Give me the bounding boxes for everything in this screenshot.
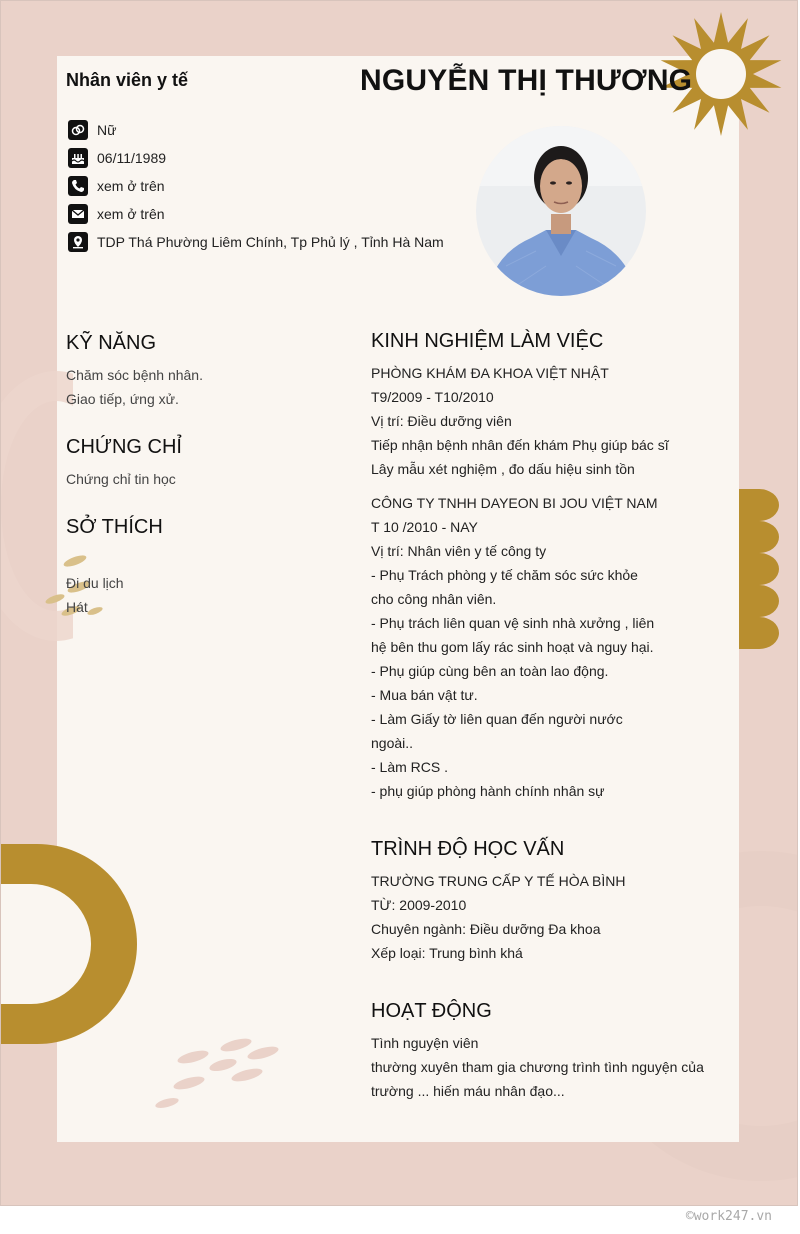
education-major: Chuyên ngành: Điều dưỡng Đa khoa [371, 921, 601, 937]
contact-birthday [68, 147, 166, 169]
contact-phone [68, 175, 165, 197]
skill-item: Chăm sóc bệnh nhân. [66, 367, 203, 383]
education-rank: Xếp loại: Trung bình khá [371, 945, 523, 961]
job-detail: Tiếp nhận bệnh nhân đến khám Phụ giúp bác sĩ [371, 437, 669, 453]
activities-title: HOẠT ĐỘNG [371, 1000, 492, 1022]
leaf-decoration-bottom [151, 1031, 291, 1111]
activity-line: thường xuyên tham gia chương trình tình nguyện của [371, 1059, 704, 1075]
full-name: NGUYỄN THỊ THƯƠNG [360, 64, 693, 97]
education-period: TỪ: 2009-2010 [371, 897, 467, 913]
job-title: Nhân viên y tế [66, 70, 189, 90]
gender-icon [68, 120, 88, 140]
activity-line: Tình nguyện viên [371, 1035, 479, 1051]
birthday-cake-icon [68, 148, 88, 168]
certificate-item: Chứng chỉ tin học [66, 471, 176, 487]
hobby-item: Hát [66, 599, 88, 615]
profile-photo [476, 126, 646, 296]
address-value: TDP Thá Phường Liêm Chính, Tp Phủ lý , Tỉnh Hà Nam [97, 234, 444, 250]
job-detail: - phụ giúp phòng hành chính nhân sự [371, 783, 605, 799]
job-detail: - Phụ Trách phòng y tế chăm sóc sức khỏe [371, 567, 638, 583]
job-company: CÔNG TY TNHH DAYEON BI JOU VIỆT NAM [371, 495, 658, 511]
phone-value: xem ở trên [97, 178, 165, 194]
job-detail: - Phụ giúp cùng bên an toàn lao động. [371, 663, 609, 679]
education-title: TRÌNH ĐỘ HỌC VẤN [371, 838, 565, 860]
job-position: Vị trí: Điều dưỡng viên [371, 413, 512, 429]
hobbies-title: SỞ THÍCH [66, 516, 163, 538]
education-school: TRƯỜNG TRUNG CẤP Y TẾ HÒA BÌNH [371, 873, 626, 889]
activity-line: trường ... hiến máu nhân đạo... [371, 1083, 565, 1099]
job-detail: ngoài.. [371, 735, 414, 751]
job-detail: - Làm RCS . [371, 759, 449, 775]
phone-icon [68, 176, 88, 196]
email-value: xem ở trên [97, 206, 165, 222]
contact-email [68, 203, 165, 225]
job-period: T9/2009 - T10/2010 [371, 389, 494, 405]
birthday-value: 06/11/1989 [97, 150, 167, 166]
mail-icon [68, 204, 88, 224]
job-company: PHÒNG KHÁM ĐA KHOA VIỆT NHẬT [371, 365, 609, 381]
job-detail: - Mua bán vật tư. [371, 687, 478, 703]
contact-address [68, 231, 444, 253]
experience-title: KINH NGHIỆM LÀM VIỆC [371, 330, 604, 352]
job-detail: - Làm Giấy tờ liên quan đến người nước [371, 711, 623, 727]
hobby-item: Đi du lịch [66, 575, 124, 591]
job-detail: hệ bên thu gom lấy rác sinh hoạt và nguy hại. [371, 639, 654, 655]
watermark: ©work247.vn [685, 1209, 772, 1224]
gold-scallop-decoration [739, 489, 784, 649]
job-position: Vị trí: Nhân viên y tế công ty [371, 543, 547, 559]
job-period: T 10 /2010 - NAY [371, 519, 478, 535]
job-detail: Lây mẫu xét nghiệm , đo dấu hiệu sinh tồn [371, 461, 635, 477]
contact-gender [68, 119, 116, 141]
gender-value: Nữ [97, 122, 117, 138]
job-detail: cho công nhân viên. [371, 591, 497, 607]
skill-item: Giao tiếp, ứng xử. [66, 391, 179, 407]
location-icon [68, 232, 88, 252]
certificates-title: CHỨNG CHỈ [66, 436, 182, 458]
skills-title: KỸ NĂNG [66, 332, 157, 354]
job-detail: - Phụ trách liên quan vệ sinh nhà xưởng , liên [371, 615, 655, 631]
